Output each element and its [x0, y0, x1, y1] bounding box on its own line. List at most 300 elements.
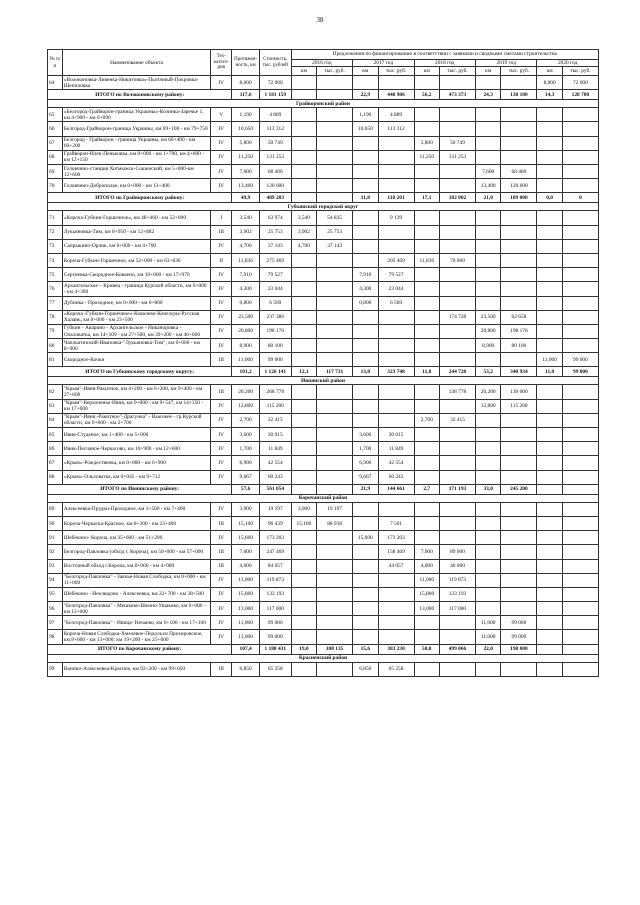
cell-year-rub	[439, 502, 475, 516]
cell-length: 15,100	[232, 516, 260, 530]
cell-year-rub	[317, 150, 353, 164]
table-row	[48, 573, 599, 587]
cell-num: 90	[48, 516, 63, 530]
cell-year-rub	[317, 602, 353, 616]
cell-year-km: 11,000	[414, 573, 439, 587]
cell-year-km: 8,000	[537, 76, 562, 90]
header-unit-rub: тыс. руб.	[501, 67, 537, 76]
table-row	[48, 630, 599, 644]
cell-year-km	[291, 193, 316, 203]
cell-year-rub: 173 203	[378, 531, 414, 545]
cell-year-rub	[317, 442, 353, 456]
cell-category: IV	[211, 150, 232, 164]
cell-year-rub	[562, 502, 598, 516]
cell-year-rub	[562, 253, 598, 267]
cell-year-rub	[501, 211, 537, 225]
cell-year-km	[475, 442, 500, 456]
cell-year-rub: 65 258	[378, 662, 414, 676]
cell-year-rub: 11 849	[378, 442, 414, 456]
cell-year-km	[475, 413, 500, 427]
cell-num: 97	[48, 616, 63, 630]
cell-year-rub: 79 527	[378, 268, 414, 282]
table-row	[48, 602, 599, 616]
cell-year-rub: 182 002	[439, 193, 475, 203]
cell-num: 69	[48, 165, 63, 179]
cell-year-rub	[501, 239, 537, 253]
cell-year-km	[414, 385, 439, 399]
cell-length: 2,700	[232, 413, 260, 427]
cell-year-km: 2,7	[414, 484, 439, 494]
cell-year-km	[291, 413, 316, 427]
cell-year-rub	[317, 76, 353, 90]
cell-year-km	[475, 602, 500, 616]
cell-year-km: 20,200	[475, 385, 500, 399]
cell-year-rub: 9 139	[378, 211, 414, 225]
cell-name: Чаплыгинский-Ивановка-"Лукьяновка-Тим", км 0+000 - км 8+900	[62, 339, 210, 353]
cell-year-km: 6,850	[353, 662, 378, 676]
cell-cost: 198 176	[259, 324, 291, 338]
cell-year-rub	[562, 484, 598, 494]
cell-name: Белгород - Грайворон - граница Украины, км 60+400 - км 66+200	[62, 136, 210, 150]
cell-year-km: 13,400	[475, 179, 500, 193]
cell-category: IV	[211, 456, 232, 470]
cell-year-km	[475, 211, 500, 225]
cell-category: IV	[211, 442, 232, 456]
cell-year-rub: 158 469	[378, 545, 414, 559]
cell-year-rub	[501, 516, 537, 530]
cell-year-km	[291, 108, 316, 122]
cell-year-rub	[317, 385, 353, 399]
cell-year-km	[475, 76, 500, 90]
cell-year-rub: 80 100	[501, 339, 537, 353]
cell-year-km	[291, 385, 316, 399]
header-unit-km: км	[475, 67, 500, 76]
cell-year-rub: 72 000	[562, 76, 598, 90]
total-row	[48, 367, 599, 377]
cell-year-km: 11,8	[414, 367, 439, 377]
cell-year-km: 19,0	[291, 644, 316, 654]
cell-category: IV	[211, 630, 232, 644]
cell-name: "Крым"-Верхопенье-Ивня, км 0+000 - км 9+547, км 14+350 - км 17+600	[62, 399, 210, 413]
cell-year-km: 15,800	[414, 587, 439, 601]
cell-cost: 84 057	[259, 559, 291, 573]
cell-year-km	[291, 76, 316, 90]
cell-length: 20,200	[232, 385, 260, 399]
cell-year-km	[537, 616, 562, 630]
cell-year-rub: 115 200	[501, 399, 537, 413]
cell-year-rub	[439, 282, 475, 296]
cell-num: 78	[48, 310, 63, 324]
cell-num: 92	[48, 545, 63, 559]
total-label: ИТОГО по Грайворонскому району:	[48, 193, 232, 203]
cell-year-km	[475, 268, 500, 282]
cell-cost: 1 126 141	[259, 367, 291, 377]
cell-year-km: 0,800	[353, 296, 378, 310]
cell-cost: 115 200	[259, 399, 291, 413]
cell-num: 70	[48, 179, 63, 193]
cell-year-rub	[378, 150, 414, 164]
cell-year-rub	[501, 296, 537, 310]
cell-year-rub	[562, 399, 598, 413]
cell-year-rub: 133 193	[439, 587, 475, 601]
cell-year-km	[537, 339, 562, 353]
cell-year-rub	[317, 324, 353, 338]
header-name: Наименование объекта	[62, 50, 210, 76]
cell-year-rub	[562, 428, 598, 442]
cell-name: Шебекино - Неклюдово - Алексеевка, км 22+700 - км 38+500	[62, 587, 210, 601]
cell-year-km	[291, 573, 316, 587]
cell-year-km	[291, 296, 316, 310]
cell-year-km	[291, 662, 316, 676]
cell-name: Архангельское – Кривец - граница Курской области, км 0+000 - км 4+300	[62, 282, 210, 296]
cell-year-km	[414, 502, 439, 516]
cell-length: 9,667	[232, 470, 260, 484]
cell-num: 86	[48, 442, 63, 456]
cell-name: Ивня-Песчаное-Черкасово, км 10+900 - км 12+600	[62, 442, 210, 456]
cell-year-rub: 130 000	[501, 385, 537, 399]
cell-year-rub	[317, 282, 353, 296]
cell-category: III	[211, 516, 232, 530]
cell-length: 7,910	[232, 268, 260, 282]
cell-category: III	[211, 225, 232, 239]
cell-year-km: 56,2	[414, 90, 439, 100]
cell-year-rub	[317, 253, 353, 267]
cell-cost: 32 415	[259, 413, 291, 427]
cell-name: Короча-Новая Слободка-Хмелевое-Подольхи Прохоровское, км 8+600 - км 13+000; км 19+200 - км 25+600	[62, 630, 210, 644]
cell-year-km	[291, 470, 316, 484]
cell-year-rub	[439, 662, 475, 676]
cell-year-km	[414, 108, 439, 122]
cell-year-km	[291, 545, 316, 559]
header-year-2020: 2020 год	[537, 60, 599, 67]
cell-year-rub	[439, 239, 475, 253]
cell-year-km: 20,800	[475, 324, 500, 338]
cell-year-km	[414, 239, 439, 253]
cell-num: 71	[48, 211, 63, 225]
cell-year-km: 11,836	[414, 253, 439, 267]
table-row	[48, 353, 599, 367]
cell-year-rub	[439, 268, 475, 282]
cell-year-km: 7,910	[353, 268, 378, 282]
cell-name: Короча-Черкаска-Красное, км 8+300 - км 23+400	[62, 516, 210, 530]
cell-length: 3,900	[232, 502, 260, 516]
cell-year-rub	[317, 268, 353, 282]
cell-year-km	[414, 399, 439, 413]
cell-year-km: 13,0	[353, 367, 378, 377]
header-year-2019: 2019 год	[475, 60, 536, 67]
cell-year-rub: 440 986	[378, 90, 414, 100]
table-row	[48, 662, 599, 676]
cell-year-rub	[378, 573, 414, 587]
cell-year-rub: 19 197	[317, 502, 353, 516]
cell-year-km	[537, 282, 562, 296]
cell-year-rub	[501, 428, 537, 442]
section-title: Красненский район	[48, 654, 599, 662]
cell-num: 95	[48, 587, 63, 601]
header-unit-rub: тыс. руб.	[439, 67, 475, 76]
cell-num: 96	[48, 602, 63, 616]
cell-length: 5,800	[232, 136, 260, 150]
cell-year-rub	[501, 602, 537, 616]
cell-year-km: 3,540	[291, 211, 316, 225]
header-cost: Стоимость, тыс. рублей	[259, 50, 291, 76]
cell-year-km: 1,190	[353, 108, 378, 122]
cell-year-km	[291, 484, 316, 494]
cell-year-km	[475, 296, 500, 310]
cell-year-rub	[501, 122, 537, 136]
cell-length: 11,836	[232, 253, 260, 267]
cell-year-km	[475, 456, 500, 470]
cell-year-km: 12,1	[291, 367, 316, 377]
table-row	[48, 587, 599, 601]
cell-name: Белгород-Грайворон-граница Украины, км 69+100 - км 79+750	[62, 122, 210, 136]
header-unit-rub: тыс. руб.	[317, 67, 353, 76]
cell-year-rub	[317, 193, 353, 203]
table-row	[48, 470, 599, 484]
table-row	[48, 296, 599, 310]
cell-year-km: 0,0	[537, 193, 562, 203]
cell-year-km: 33,0	[475, 484, 500, 494]
cell-year-rub: 244 728	[439, 367, 475, 377]
cell-cost: 1 188 431	[259, 644, 291, 654]
cell-year-km	[537, 136, 562, 150]
cell-year-km	[291, 324, 316, 338]
cell-year-rub: 205 469	[378, 253, 414, 267]
cell-year-rub	[317, 470, 353, 484]
cell-year-rub	[562, 136, 598, 150]
cell-year-km	[414, 122, 439, 136]
cell-category: III	[211, 662, 232, 676]
cell-year-rub	[562, 587, 598, 601]
cell-year-rub	[378, 587, 414, 601]
cell-year-rub	[378, 165, 414, 179]
cell-num: 89	[48, 502, 63, 516]
cell-year-rub: 40 000	[439, 559, 475, 573]
cell-year-km	[291, 602, 316, 616]
table-row	[48, 165, 599, 179]
cell-length: 23,500	[232, 310, 260, 324]
page-number: 38	[316, 16, 324, 24]
cell-category: IV	[211, 239, 232, 253]
cell-category: III	[211, 559, 232, 573]
cell-year-km	[475, 502, 500, 516]
cell-year-km	[291, 428, 316, 442]
cell-year-km	[353, 136, 378, 150]
section-header-row	[48, 100, 599, 108]
cell-year-km	[353, 150, 378, 164]
cell-name: Восточный обход г.Короча, км 0+000 - км 4+000	[62, 559, 210, 573]
cell-year-km	[475, 282, 500, 296]
cell-year-rub	[439, 296, 475, 310]
total-label: ИТОГО по Ивнянскому району:	[48, 484, 232, 494]
cell-category: IV	[211, 122, 232, 136]
cell-year-rub	[501, 587, 537, 601]
table-row	[48, 76, 599, 90]
cell-year-rub: 42 554	[378, 456, 414, 470]
cell-cost: 131 253	[259, 150, 291, 164]
total-row	[48, 193, 599, 203]
section-title: Губкинский городской округ	[48, 203, 599, 211]
cell-year-km	[414, 442, 439, 456]
cell-num: 94	[48, 573, 63, 587]
section-title: Ивнянский район	[48, 377, 599, 385]
cell-year-km	[291, 616, 316, 630]
cell-year-rub	[562, 602, 598, 616]
cell-cost: 80 100	[259, 339, 291, 353]
table-row	[48, 179, 599, 193]
cell-length: 8,900	[232, 339, 260, 353]
cell-year-rub: 99 000	[501, 616, 537, 630]
cell-year-rub	[562, 296, 598, 310]
cell-name: Головчино-станция Хотмыжск-Сошенский, км 5+000-км 12+600	[62, 165, 210, 179]
cell-year-km	[291, 165, 316, 179]
cell-num: 64	[48, 76, 63, 90]
cell-year-km	[353, 324, 378, 338]
cell-year-km	[291, 282, 316, 296]
cell-year-rub: 89 000	[439, 545, 475, 559]
cell-year-rub	[562, 470, 598, 484]
header-year-2016: 2016 год	[291, 60, 352, 67]
cell-year-rub	[501, 253, 537, 267]
cell-year-km	[291, 150, 316, 164]
cell-year-rub: 138 100	[501, 90, 537, 100]
cell-year-km	[353, 211, 378, 225]
cell-year-km	[475, 587, 500, 601]
cell-year-rub	[378, 502, 414, 516]
cell-year-rub: 383 230	[378, 644, 414, 654]
cell-year-rub	[562, 442, 598, 456]
cell-year-km	[353, 559, 378, 573]
cell-year-km	[353, 413, 378, 427]
cell-year-rub: 118 201	[378, 193, 414, 203]
cell-name: Скородное-Кочки	[62, 353, 210, 367]
cell-year-km: 24,3	[475, 90, 500, 100]
cell-year-rub	[562, 662, 598, 676]
cell-name: Короча-Губкин-Горшечное, км 52+000 - км 63+836	[62, 253, 210, 267]
cell-year-km	[414, 324, 439, 338]
cell-year-km	[537, 413, 562, 427]
cell-year-km: 4,300	[353, 282, 378, 296]
cell-length: 20,800	[232, 324, 260, 338]
cell-cost: 119 873	[259, 573, 291, 587]
section-header-row	[48, 377, 599, 385]
table-row	[48, 531, 599, 545]
cell-year-km	[291, 531, 316, 545]
cell-year-rub: 68 400	[501, 165, 537, 179]
cell-year-km	[537, 225, 562, 239]
cell-year-rub	[378, 385, 414, 399]
cell-name: Сапрыкино-Орлик, км 0+000 - км 4+700	[62, 239, 210, 253]
cell-year-rub	[501, 470, 537, 484]
cell-name: Шебекино- Короча, км 35+600 - км 51+200	[62, 531, 210, 545]
cell-year-km: 11,250	[414, 150, 439, 164]
cell-year-rub	[439, 225, 475, 239]
cell-year-km	[414, 211, 439, 225]
cell-length: 7,600	[232, 165, 260, 179]
cell-category: I	[211, 211, 232, 225]
cell-length: 0,800	[232, 296, 260, 310]
total-label: ИТОГО по Волоконовскому району:	[48, 90, 232, 100]
cell-year-rub	[317, 165, 353, 179]
table-row	[48, 136, 599, 150]
table-row	[48, 456, 599, 470]
cell-year-km	[414, 662, 439, 676]
cell-name: "Белгород-Павловка" - Заячье-Новая Слободка, км 0+000 - км 11+000	[62, 573, 210, 587]
cell-year-km	[353, 545, 378, 559]
cell-year-rub	[501, 76, 537, 90]
cell-year-rub: 119 873	[439, 573, 475, 587]
cell-length: 8,000	[232, 76, 260, 90]
cell-category: II	[211, 253, 232, 267]
cell-year-rub	[317, 353, 353, 367]
cell-length: 13,400	[232, 179, 260, 193]
cell-year-km	[537, 399, 562, 413]
cell-category: IV	[211, 76, 232, 90]
cell-num: 91	[48, 531, 63, 545]
cell-year-rub	[562, 179, 598, 193]
cell-year-rub	[562, 211, 598, 225]
total-row	[48, 644, 599, 654]
cell-year-rub	[378, 399, 414, 413]
cell-year-km	[353, 353, 378, 367]
cell-num: 85	[48, 428, 63, 442]
cell-cost: 561 054	[259, 484, 291, 494]
cell-year-km: 14,3	[537, 90, 562, 100]
cell-length: 107,4	[232, 644, 260, 654]
cell-year-rub: 7 501	[378, 516, 414, 530]
cell-year-rub: 245 200	[501, 484, 537, 494]
table-row	[48, 502, 599, 516]
cell-cost: 173 203	[259, 531, 291, 545]
cell-year-km: 3,902	[291, 225, 316, 239]
section-header-row	[48, 494, 599, 502]
cell-year-rub: 23 044	[378, 282, 414, 296]
cell-year-rub	[378, 136, 414, 150]
cell-year-km	[475, 150, 500, 164]
cell-num: 93	[48, 559, 63, 573]
cell-year-km	[475, 573, 500, 587]
cell-year-km: 2,700	[414, 413, 439, 427]
table-row	[48, 442, 599, 456]
cell-length: 57,6	[232, 484, 260, 494]
cell-year-km	[353, 630, 378, 644]
cell-name: Дубинка - Проходное, км 0+000 - км 0+800	[62, 296, 210, 310]
cell-length: 7,000	[232, 545, 260, 559]
cell-cost: 275 469	[259, 253, 291, 267]
cell-year-km	[475, 662, 500, 676]
cell-num: 72	[48, 225, 63, 239]
cell-year-km	[353, 310, 378, 324]
cell-name: "Белгород-Павловка" - Ивица- Нечаево, км 6+100 - км 17+100	[62, 616, 210, 630]
cell-year-rub	[562, 150, 598, 164]
cell-year-km	[537, 122, 562, 136]
cell-year-rub	[317, 456, 353, 470]
cell-year-rub	[501, 442, 537, 456]
cell-year-rub	[562, 324, 598, 338]
cell-cost: 99 000	[259, 353, 291, 367]
cell-cost: 4 889	[259, 108, 291, 122]
cell-year-rub	[562, 165, 598, 179]
cell-year-rub: 32 415	[439, 413, 475, 427]
cell-year-km	[537, 545, 562, 559]
cell-year-rub: 198 000	[501, 644, 537, 654]
cell-length: 101,2	[232, 367, 260, 377]
cell-num: 67	[48, 136, 63, 150]
cell-year-km	[291, 122, 316, 136]
cell-year-rub: 99 000	[501, 630, 537, 644]
cell-year-km	[414, 225, 439, 239]
cell-year-km	[291, 559, 316, 573]
